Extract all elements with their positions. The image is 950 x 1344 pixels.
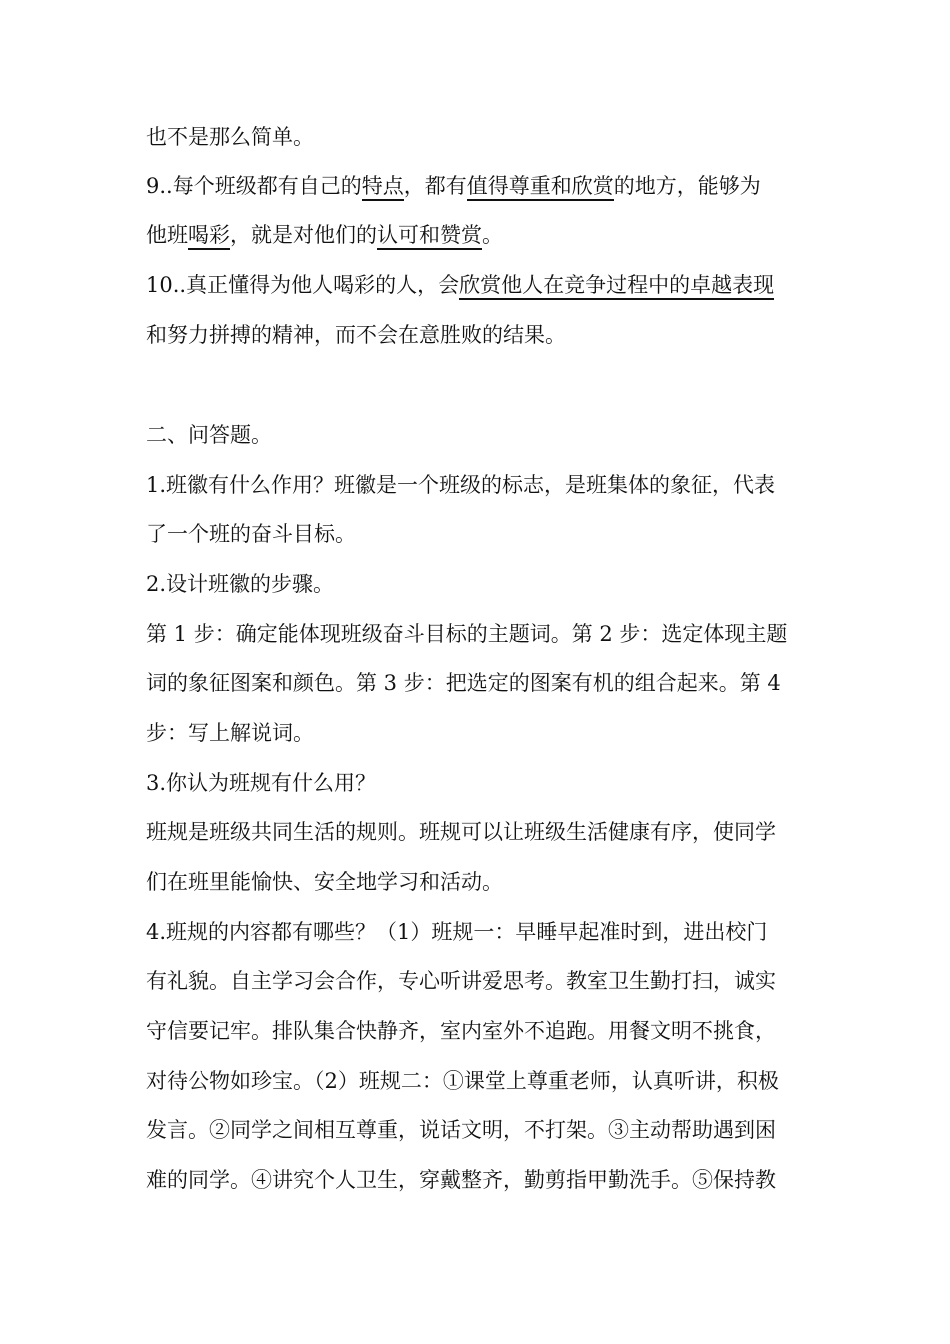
question-3: 3.你认为班规有什么用？ bbox=[146, 771, 377, 795]
fill-in-item-10-line-1 bbox=[146, 270, 826, 300]
answer-underline: 值得尊重和欣赏 bbox=[467, 174, 614, 201]
fill-in-item-9-line-1 bbox=[146, 171, 826, 201]
answer-underline: 认可和赞赏 bbox=[377, 223, 482, 250]
question-4: 4.班规的内容都有哪些？（1）班规一：早睡早起准时到，进出校门 bbox=[146, 920, 768, 944]
text-line: 守信要记牢。排队集合快静齐，室内室外不追跑。用餐文明不挑食， bbox=[146, 1019, 776, 1043]
text-segment: 的地方，能够为 bbox=[613, 174, 761, 198]
text-segment: ，就是对他们的 bbox=[230, 223, 377, 247]
text-segment: 10..真正懂得为他人喝彩的人，会 bbox=[146, 273, 460, 297]
question-1: 1.班徽有什么作用？班徽是一个班级的标志，是班集体的象征，代表 bbox=[146, 473, 776, 497]
fill-in-item-9-line-2 bbox=[146, 220, 826, 250]
text-segment: 9..每个班级都有自己的 bbox=[146, 174, 362, 198]
text-line: 对待公物如珍宝。（2）班规二：①课堂上尊重老师，认真听讲，积极 bbox=[146, 1069, 779, 1093]
text-line: 也不是那么简单。 bbox=[146, 125, 314, 149]
text-line: 有礼貌。自主学习会合作，专心听讲爱思考。教室卫生勤打扫，诚实 bbox=[146, 969, 776, 993]
text-line: 第 1 步：确定能体现班级奋斗目标的主题词。第 2 步：选定体现主题 bbox=[146, 622, 788, 646]
section-heading: 二、问答题。 bbox=[146, 423, 272, 447]
text-line: 步：写上解说词。 bbox=[146, 721, 314, 745]
text-segment: ，都有 bbox=[403, 174, 467, 198]
text-segment: 他班 bbox=[146, 223, 188, 247]
question-2: 2.设计班徽的步骤。 bbox=[146, 572, 335, 596]
answer-underline: 特点 bbox=[362, 174, 404, 201]
text-line: 发言。②同学之间相互尊重，说话文明，不打架。③主动帮助遇到困 bbox=[146, 1118, 776, 1142]
text-line: 和努力拼搏的精神，而不会在意胜败的结果。 bbox=[146, 323, 566, 347]
text-line: 了一个班的奋斗目标。 bbox=[146, 522, 356, 546]
text-line: 词的象征图案和颜色。第 3 步：把选定的图案有机的组合起来。第 4 bbox=[146, 671, 781, 695]
text-line: 难的同学。④讲究个人卫生，穿戴整齐，勤剪指甲勤洗手。⑤保持教 bbox=[146, 1168, 776, 1192]
text-line: 班规是班级共同生活的规则。班规可以让班级生活健康有序，使同学 bbox=[146, 820, 776, 844]
answer-underline: 喝彩 bbox=[188, 223, 230, 250]
answer-underline: 欣赏他人在竞争过程中的卓越表现 bbox=[459, 273, 774, 300]
text-segment: 。 bbox=[482, 223, 503, 247]
text-line: 们在班里能愉快、安全地学习和活动。 bbox=[146, 870, 503, 894]
